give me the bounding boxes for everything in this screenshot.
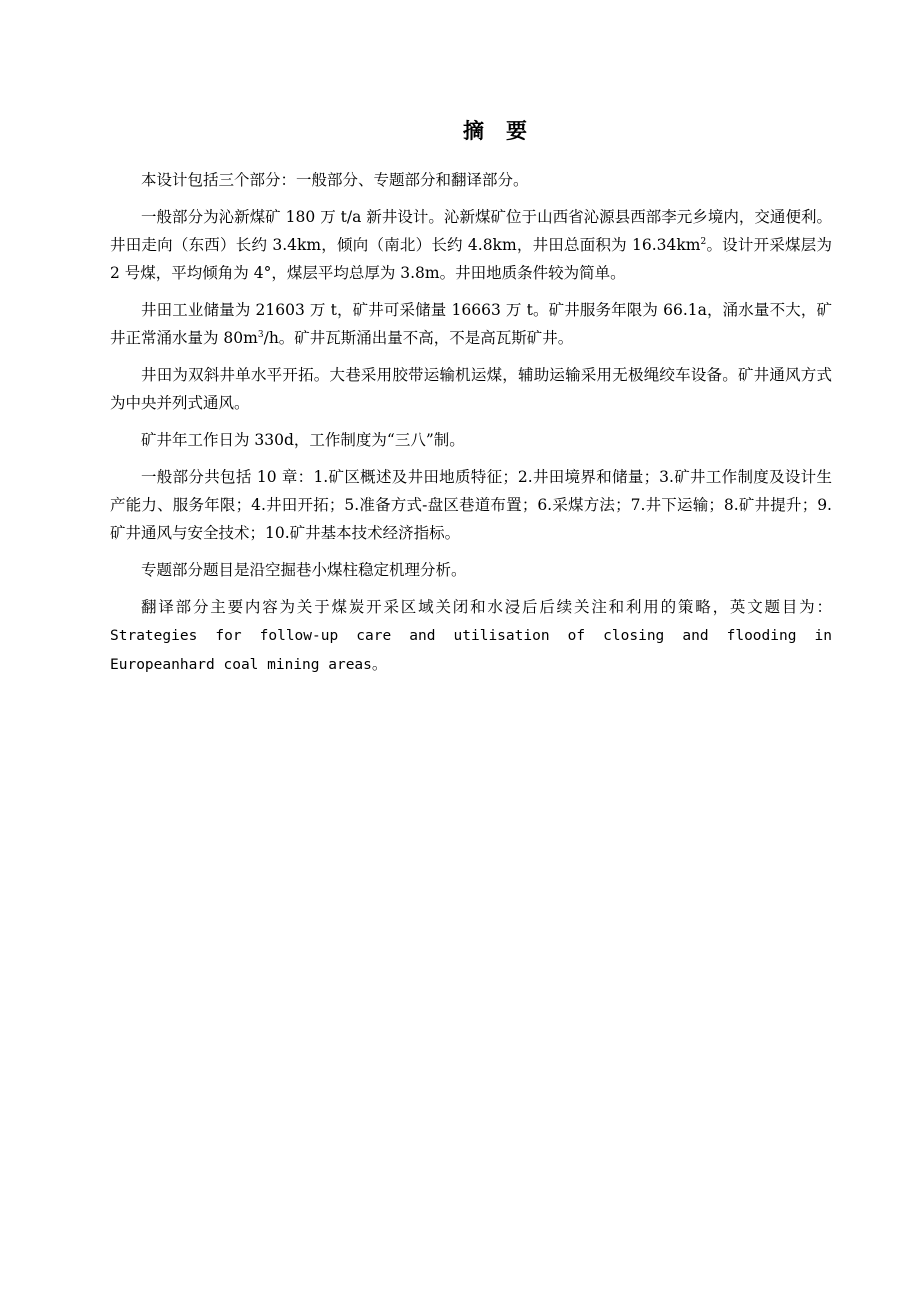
paragraph-reserves (110, 296, 832, 352)
english-title: Strategies for follow-up care and utilisation of closing and flooding in Europeanhard coal mining areas (110, 628, 832, 673)
title-char-2: 要 (506, 119, 527, 143)
paragraph-mine-location-text: 一般部分为沁新煤矿 180 万 t/a 新井设计。沁新煤矿位于山西省沁源县西部李元乡境内，交通便利。井田走向（东西）长约 3.4km，倾向（南北）长约 4.8km，井田总面积为 16.34km (110, 208, 832, 254)
abstract-title (0, 116, 920, 146)
paragraph-mine-location-tail: 。设计开采煤层为 2 号煤，平均倾角为 4°，煤层平均总厚为 3.8m。井田地质条件较为简单。 (110, 236, 832, 282)
paragraph-reserves-tail: /h。矿井瓦斯涌出量不高，不是高瓦斯矿井。 (263, 329, 574, 347)
paragraph-special-topic: 专题部分题目是沿空掘巷小煤柱稳定机理分析。 (141, 561, 467, 579)
title-char-1: 摘 (463, 119, 484, 143)
paragraph-chapters: 一般部分共包括 10 章：1.矿区概述及井田地质特征；2.井田境界和储量；3.矿井工作制度及设计生产能力、服务年限；4.井田开拓；5.准备方式-盘区巷道布置；6.采煤方法；7.井下运输；8.矿井提升；9.矿井通风与安全技术；10.矿井基本技术经济指标。 (110, 468, 832, 542)
paragraph-translation-end: 。 (371, 655, 388, 673)
paragraph-work-schedule: 矿井年工作日为 330d，工作制度为“三八”制。 (141, 431, 465, 449)
paragraph-mine-location (110, 203, 832, 287)
volume-unit-superscript: 3 (257, 329, 264, 340)
paragraph-overview: 本设计包括三个部分：一般部分、专题部分和翻译部分。 (141, 171, 529, 189)
area-unit-superscript: 2 (700, 236, 707, 247)
paragraph-translation-text: 翻译部分主要内容为关于煤炭开采区域关闭和水浸后后续关注和利用的策略，英文题目为： (141, 598, 832, 616)
paragraph-development: 井田为双斜井单水平开拓。大巷采用胶带运输机运煤，辅助运输采用无极绳绞车设备。矿井通风方式为中央并列式通风。 (110, 366, 832, 412)
abstract-body (110, 166, 832, 688)
paragraph-translation (110, 593, 832, 679)
paragraph-reserves-text: 井田工业储量为 21603 万 t，矿井可采储量 16663 万 t。矿井服务年限为 66.1a，涌水量不大，矿井正常涌水量为 80m (110, 301, 832, 347)
